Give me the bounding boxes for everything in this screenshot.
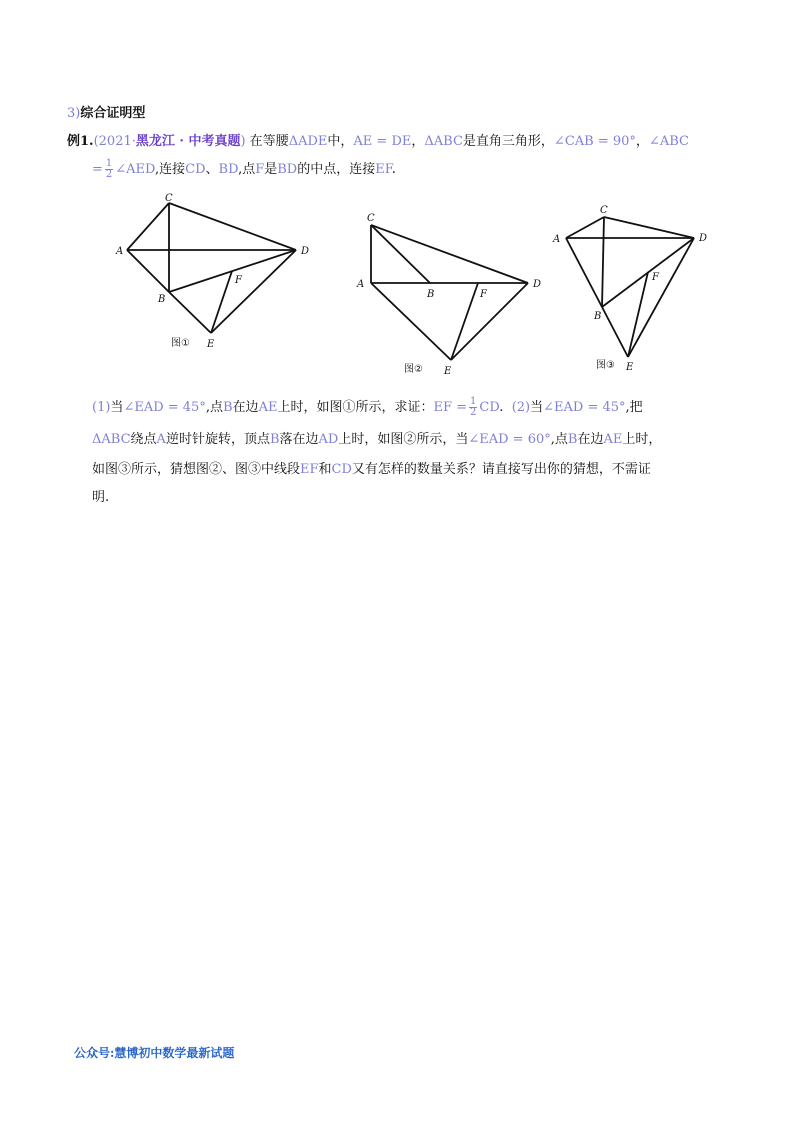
label-B: B [427, 289, 435, 300]
math: AE [603, 432, 623, 447]
fraction-denominator: 2 [105, 169, 113, 180]
math: ΔADE [288, 134, 328, 149]
text: 在等腰 [249, 134, 289, 149]
label-C: C [600, 205, 608, 216]
text: 明. [92, 490, 110, 505]
figure-2 [352, 210, 552, 378]
math: ∠EAD = 45° [123, 400, 206, 415]
label-E: E [626, 362, 634, 372]
text: 如图③所示，猜想图②、图③中线段 [92, 462, 301, 477]
label-D: D [533, 279, 542, 290]
text: 是直角三角形， [462, 134, 554, 149]
text: ,连接 [155, 162, 186, 177]
label-A: A [116, 246, 124, 257]
question-line-1 [92, 396, 643, 418]
text: 当 [110, 400, 124, 415]
math: CD [331, 462, 352, 477]
label-B: B [594, 311, 602, 322]
text: 是 [264, 162, 278, 177]
text: 绕点 [130, 432, 157, 447]
question-line-2 [92, 428, 661, 447]
text: 逆时针旋转，顶点 [165, 432, 270, 447]
math: ∠EAD = 60° [468, 432, 551, 447]
text: 、 [205, 162, 219, 177]
label-A: A [553, 234, 561, 245]
math: B [567, 432, 578, 447]
figure-1-caption: 图① [171, 338, 190, 349]
text: 上时，如图①所示，求证： [277, 400, 434, 415]
section-number: 3) [67, 106, 81, 121]
source-open: (2021· [93, 134, 136, 149]
label-F: F [480, 289, 487, 300]
text: ,把 [625, 400, 643, 415]
example-label: 例1. [67, 134, 94, 149]
label-F: F [235, 275, 242, 286]
question-line-4 [92, 486, 109, 505]
text: ， [411, 134, 425, 149]
label-F: F [652, 272, 659, 283]
text: 又有怎样的数量关系？请直接写出你的猜想，不需证 [351, 462, 651, 477]
section-title: 综合证明型 [80, 106, 146, 121]
math: B [222, 400, 233, 415]
footer-text: 公众号:慧博初中数学最新试题 [74, 1046, 235, 1060]
math: B [269, 432, 280, 447]
part-2-number: (2) [511, 400, 531, 415]
text: 在边 [577, 432, 604, 447]
question-line-3 [92, 458, 651, 477]
math: ∠AED [115, 162, 156, 177]
math: ΔABC [424, 134, 463, 149]
source-close: ) [240, 134, 246, 149]
text: ,点 [550, 432, 568, 447]
fraction-numerator: 1 [470, 396, 477, 407]
math: BD [218, 162, 239, 177]
fraction-numerator: 1 [105, 158, 113, 169]
math: AE = DE [353, 134, 412, 149]
label-D: D [301, 246, 310, 257]
figure-1 [110, 192, 320, 357]
label-C: C [367, 213, 375, 224]
section-heading [67, 102, 145, 121]
label-B: B [158, 294, 166, 305]
text: ， [635, 134, 649, 149]
math: CD [185, 162, 206, 177]
math: = [92, 162, 103, 177]
math: ∠ABC [648, 134, 689, 149]
math: ∠CAB = 90° [553, 134, 636, 149]
label-D: D [699, 233, 708, 244]
text: ,点 [205, 400, 223, 415]
text: 上时， [622, 432, 662, 447]
label-E: E [207, 339, 215, 350]
text: . [391, 162, 396, 177]
figure-2-caption: 图② [404, 364, 423, 375]
math: EF [375, 162, 392, 177]
fraction-denominator: 2 [470, 407, 477, 418]
math: CD [479, 400, 500, 415]
label-A: A [357, 279, 365, 290]
text: 落在边 [279, 432, 319, 447]
math: ΔABC [92, 432, 131, 447]
text: 和 [318, 462, 332, 477]
fraction [469, 397, 477, 418]
text: . [499, 400, 504, 415]
math: EF = [433, 400, 468, 415]
math: BD [277, 162, 298, 177]
text: ,点 [238, 162, 256, 177]
math: F [255, 162, 265, 177]
math: A [156, 432, 166, 447]
text: 中， [327, 134, 354, 149]
math: ∠EAD = 45° [543, 400, 626, 415]
text: 的中点，连接 [297, 162, 376, 177]
text: 当 [530, 400, 544, 415]
math: AD [318, 432, 339, 447]
example-line-2 [92, 158, 396, 180]
label-C: C [165, 193, 173, 204]
source-name: 黑龙江 · 中考真题 [135, 134, 241, 149]
figure-3-caption: 图③ [596, 360, 615, 371]
math: AE [258, 400, 278, 415]
text: 在边 [232, 400, 259, 415]
text: 上时，如图②所示，当 [338, 432, 469, 447]
figure-3 [548, 200, 718, 372]
label-E: E [444, 366, 452, 377]
fraction [105, 159, 113, 180]
part-1-number: (1) [92, 400, 111, 415]
math: EF [300, 462, 319, 477]
example-line-1 [67, 130, 689, 149]
